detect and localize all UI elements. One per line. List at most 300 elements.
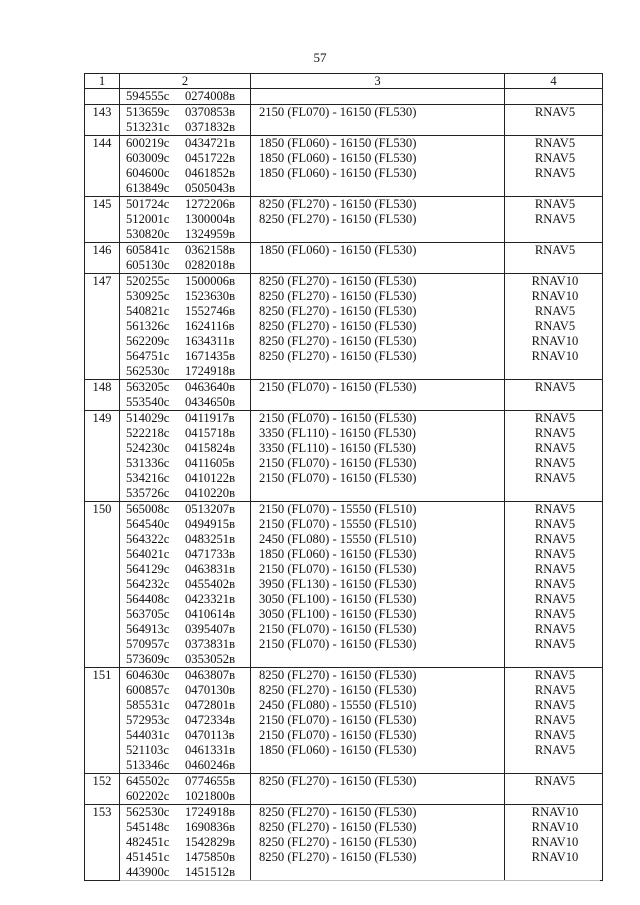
header-row [85,74,603,89]
flight-level: 8250 (FL270) - 16150 (FL530) [259,683,417,697]
latitude: 564408с [126,592,170,606]
coordinates-cell [120,136,251,197]
coordinate-line [120,713,250,728]
coordinate-line [120,197,250,212]
flight-level: 3950 (FL130) - 16150 (FL530) [259,577,417,591]
coordinate-line [120,89,250,104]
flight-level: 1850 (FL060) - 16150 (FL530) [259,243,417,257]
latitude: 513231с [126,120,170,134]
latitude: 594555с [126,89,170,103]
latitude: 604600с [126,166,170,180]
longitude: 1634311в [185,334,235,348]
navigation-spec-cell [505,274,603,380]
coordinate-line [120,166,250,181]
flight-level: 8250 (FL270) - 16150 (FL530) [259,212,417,226]
coordinate-line [120,517,250,532]
flight-levels-cell [251,502,505,668]
coordinates-cell [120,89,251,105]
latitude: 613849с [126,181,170,195]
latitude: 604630с [126,668,170,682]
latitude: 513659с [126,105,170,119]
table-row [85,274,603,380]
latitude: 602202с [126,789,170,803]
route-number: 148 [85,380,120,411]
latitude: 564322с [126,532,170,546]
navigation-spec: RNAV5 [534,212,576,226]
navigation-spec: RNAV5 [534,592,576,606]
flight-level: 2150 (FL070) - 16150 (FL530) [259,622,417,636]
longitude: 0415824в [185,441,236,455]
longitude: 0451722в [185,151,236,165]
navigation-spec: RNAV10 [531,289,579,303]
coordinate-line [120,728,250,743]
flight-level: 8250 (FL270) - 16150 (FL530) [259,197,417,211]
coordinate-line [120,258,250,273]
coordinate-line [120,426,250,441]
coordinate-line [120,562,250,577]
navigation-spec: RNAV5 [534,151,576,165]
longitude: 0362158в [185,243,236,257]
route-number: 153 [85,805,120,881]
longitude: 0415718в [185,426,236,440]
longitude: 1624116в [185,319,235,333]
navigation-spec: RNAV10 [531,835,579,849]
coordinate-line [120,683,250,698]
flight-level: 2150 (FL070) - 16150 (FL530) [259,637,417,651]
navigation-spec-cell [505,668,603,774]
coordinate-line [120,835,250,850]
navigation-spec: RNAV10 [531,349,579,363]
navigation-spec: RNAV5 [534,774,576,788]
navigation-spec: RNAV5 [534,547,576,561]
coordinate-line [120,227,250,242]
coordinate-line [120,805,250,820]
coordinate-line [120,380,250,395]
navigation-spec: RNAV5 [534,441,576,455]
route-number: 145 [85,197,120,243]
longitude: 0460246в [185,758,236,772]
coordinate-line [120,471,250,486]
longitude: 0470113в [185,728,235,742]
flight-level: 2150 (FL070) - 16150 (FL530) [259,411,417,425]
longitude: 1272206в [185,197,236,211]
navigation-spec: RNAV5 [534,728,576,742]
route-number: 151 [85,668,120,774]
table-row [85,197,603,243]
coordinate-line [120,319,250,334]
navigation-spec-cell [505,243,603,274]
latitude: 564540с [126,517,170,531]
divider [120,880,600,881]
route-table [84,73,603,881]
longitude: 1690836в [185,820,236,834]
longitude: 0472801в [185,698,236,712]
latitude: 530820с [126,227,170,241]
flight-level: 1850 (FL060) - 16150 (FL530) [259,166,417,180]
latitude: 564232с [126,577,170,591]
longitude: 0774655в [185,774,236,788]
longitude: 0282018в [185,258,236,272]
longitude: 1021800в [185,789,236,803]
flight-level: 8250 (FL270) - 16150 (FL530) [259,289,417,303]
navigation-spec: RNAV10 [531,274,579,288]
flight-level: 8250 (FL270) - 16150 (FL530) [259,334,417,348]
coordinates-cell [120,411,251,502]
latitude: 514029с [126,411,170,425]
navigation-spec: RNAV5 [534,502,576,516]
flight-levels-cell [251,411,505,502]
longitude: 1451512в [185,865,236,879]
flight-level: 1850 (FL060) - 16150 (FL530) [259,136,417,150]
longitude: 0410220в [185,486,236,500]
flight-level: 2150 (FL070) - 16150 (FL530) [259,728,417,742]
flight-level: 3050 (FL100) - 16150 (FL530) [259,607,417,621]
coordinate-line [120,486,250,501]
latitude: 501724с [126,197,170,211]
coordinates-cell [120,274,251,380]
latitude: 530925с [126,289,170,303]
latitude: 564751с [126,349,170,363]
latitude: 564913с [126,622,170,636]
longitude: 1724918в [185,364,236,378]
route-number: 152 [85,774,120,805]
latitude: 570957с [126,637,170,651]
latitude: 513346с [126,758,170,772]
navigation-spec: RNAV5 [534,105,576,119]
latitude: 531336с [126,456,170,470]
latitude: 540821с [126,304,170,318]
coordinates-cell [120,197,251,243]
longitude: 0483251в [185,532,236,546]
longitude: 0371832в [185,120,236,134]
coordinate-line [120,274,250,289]
navigation-spec: RNAV10 [531,334,579,348]
navigation-spec: RNAV10 [531,820,579,834]
longitude: 0274008в [185,89,236,103]
latitude: 562530с [126,364,170,378]
longitude: 0410614в [185,607,236,621]
flight-level: 8250 (FL270) - 16150 (FL530) [259,274,417,288]
navigation-spec-cell [505,105,603,136]
coordinates-cell [120,380,251,411]
flight-level: 8250 (FL270) - 16150 (FL530) [259,304,417,318]
navigation-spec: RNAV5 [534,426,576,440]
coordinate-line [120,789,250,804]
longitude: 1671435в [185,349,236,363]
latitude: 564021с [126,547,170,561]
latitude: 535726с [126,486,170,500]
route-number: 150 [85,502,120,668]
coordinates-cell [120,774,251,805]
latitude: 544031с [126,728,170,742]
longitude: 1542829в [185,835,236,849]
coordinate-line [120,698,250,713]
navigation-spec: RNAV10 [531,805,579,819]
flight-level: 2150 (FL070) - 16150 (FL530) [259,713,417,727]
flight-level: 2150 (FL070) - 15550 (FL510) [259,502,417,516]
navigation-spec: RNAV5 [534,637,576,651]
longitude: 0461852в [185,166,236,180]
latitude: 482451с [126,835,170,849]
coordinate-line [120,334,250,349]
coordinates-cell [120,668,251,774]
navigation-spec: RNAV5 [534,136,576,150]
coordinate-line [120,668,250,683]
navigation-spec: RNAV5 [534,197,576,211]
table-row [85,243,603,274]
table-row [85,136,603,197]
longitude: 0505043в [185,181,236,195]
coordinate-line [120,289,250,304]
coordinate-line [120,577,250,592]
navigation-spec: RNAV10 [531,850,579,864]
latitude: 451451с [126,850,170,864]
table-row [85,380,603,411]
longitude: 0513207в [185,502,236,516]
coordinate-line [120,304,250,319]
longitude: 0411605в [185,456,235,470]
table-body [85,89,603,881]
flight-level: 3050 (FL100) - 16150 (FL530) [259,592,417,606]
longitude: 1475850в [185,850,236,864]
longitude: 0463640в [185,380,236,394]
latitude: 545148с [126,820,170,834]
coordinate-line [120,652,250,667]
coordinate-line [120,212,250,227]
longitude: 0423321в [185,592,236,606]
table-row [85,774,603,805]
longitude: 0463807в [185,668,236,682]
longitude: 0470130в [185,683,236,697]
coordinate-line [120,441,250,456]
latitude: 600219с [126,136,170,150]
navigation-spec-cell [505,411,603,502]
coordinates-cell [120,805,251,881]
coordinate-line [120,411,250,426]
longitude: 1523630в [185,289,236,303]
longitude: 0373831в [185,637,236,651]
longitude: 0471733в [185,547,236,561]
table-row [85,805,603,881]
coordinates-cell [120,105,251,136]
longitude: 0472334в [185,713,236,727]
coordinate-line [120,364,250,379]
latitude: 600857с [126,683,170,697]
flight-level: 2150 (FL070) - 15550 (FL510) [259,517,417,531]
longitude: 0411917в [185,411,235,425]
coordinates-cell [120,243,251,274]
header-col-4: 4 [505,74,603,89]
navigation-spec: RNAV5 [534,607,576,621]
flight-level: 1850 (FL060) - 16150 (FL530) [259,151,417,165]
coordinates-cell [120,502,251,668]
latitude: 562209с [126,334,170,348]
navigation-spec: RNAV5 [534,517,576,531]
flight-level: 2150 (FL070) - 16150 (FL530) [259,456,417,470]
coordinate-line [120,532,250,547]
flight-level: 8250 (FL270) - 16150 (FL530) [259,774,417,788]
latitude: 603009с [126,151,170,165]
navigation-spec-cell [505,502,603,668]
route-number: 147 [85,274,120,380]
navigation-spec: RNAV5 [534,743,576,757]
route-number: 143 [85,105,120,136]
flight-level: 8250 (FL270) - 16150 (FL530) [259,820,417,834]
flight-level: 8250 (FL270) - 16150 (FL530) [259,668,417,682]
flight-level: 2150 (FL070) - 16150 (FL530) [259,471,417,485]
latitude: 443900с [126,865,170,879]
flight-level: 8250 (FL270) - 16150 (FL530) [259,835,417,849]
route-number: 146 [85,243,120,274]
latitude: 572953с [126,713,170,727]
flight-levels-cell [251,89,505,105]
latitude: 512001с [126,212,170,226]
flight-level: 1850 (FL060) - 16150 (FL530) [259,547,417,561]
longitude: 1324959в [185,227,236,241]
navigation-spec: RNAV5 [534,668,576,682]
latitude: 645502с [126,774,170,788]
flight-levels-cell [251,274,505,380]
flight-level: 3350 (FL110) - 16150 (FL530) [259,441,416,455]
flight-levels-cell [251,243,505,274]
latitude: 564129с [126,562,170,576]
navigation-spec: RNAV5 [534,683,576,697]
coordinate-line [120,850,250,865]
longitude: 1500006в [185,274,236,288]
flight-levels-cell [251,197,505,243]
latitude: 553540с [126,395,170,409]
route-number: 149 [85,411,120,502]
latitude: 520255с [126,274,170,288]
longitude: 0370853в [185,105,236,119]
navigation-spec: RNAV5 [534,166,576,180]
navigation-spec: RNAV5 [534,304,576,318]
longitude: 0353052в [185,652,236,666]
coordinate-line [120,243,250,258]
flight-levels-cell [251,668,505,774]
longitude: 0410122в [185,471,236,485]
header-col-1: 1 [85,74,120,89]
coordinate-line [120,820,250,835]
latitude: 565008с [126,502,170,516]
coordinate-line [120,151,250,166]
coordinate-line [120,456,250,471]
latitude: 561326с [126,319,170,333]
navigation-spec: RNAV5 [534,456,576,470]
navigation-spec-cell [505,197,603,243]
longitude: 0395407в [185,622,236,636]
navigation-spec: RNAV5 [534,471,576,485]
coordinate-line [120,637,250,652]
longitude: 0455402в [185,577,236,591]
page-number: 57 [313,50,327,65]
latitude: 562530с [126,805,170,819]
flight-level: 2450 (FL080) - 15550 (FL510) [259,698,417,712]
flight-level: 2150 (FL070) - 16150 (FL530) [259,562,417,576]
navigation-spec-cell [505,89,603,105]
navigation-spec-cell [505,136,603,197]
longitude: 1300004в [185,212,236,226]
coordinate-line [120,105,250,120]
latitude: 563705с [126,607,170,621]
longitude: 0463831в [185,562,236,576]
flight-level: 3350 (FL110) - 16150 (FL530) [259,426,416,440]
longitude: 0434650в [185,395,236,409]
coordinate-line [120,136,250,151]
header-col-3: 3 [251,74,505,89]
table-row [85,105,603,136]
coordinate-line [120,622,250,637]
coordinate-line [120,743,250,758]
header-col-2: 2 [120,74,251,89]
coordinate-line [120,502,250,517]
navigation-spec: RNAV5 [534,243,576,257]
navigation-spec: RNAV5 [534,319,576,333]
table-row [85,502,603,668]
navigation-spec: RNAV5 [534,411,576,425]
latitude: 605130с [126,258,170,272]
latitude: 563205с [126,380,170,394]
table-row [85,668,603,774]
coordinate-line [120,592,250,607]
navigation-spec-cell [505,774,603,805]
navigation-spec: RNAV5 [534,713,576,727]
navigation-spec-cell [505,380,603,411]
coordinate-line [120,349,250,364]
longitude: 1552746в [185,304,236,318]
latitude: 522218с [126,426,170,440]
longitude: 0434721в [185,136,236,150]
longitude: 0461331в [185,743,236,757]
coordinate-line [120,547,250,562]
longitude: 0494915в [185,517,236,531]
latitude: 605841с [126,243,170,257]
flight-level: 8250 (FL270) - 16150 (FL530) [259,805,417,819]
navigation-spec: RNAV5 [534,532,576,546]
flight-level: 8250 (FL270) - 16150 (FL530) [259,349,417,363]
flight-level: 8250 (FL270) - 16150 (FL530) [259,319,417,333]
flight-level: 2450 (FL080) - 15550 (FL510) [259,532,417,546]
flight-levels-cell [251,136,505,197]
navigation-spec: RNAV5 [534,622,576,636]
longitude: 1724918в [185,805,236,819]
flight-level: 2150 (FL070) - 16150 (FL530) [259,380,417,394]
route-number: 144 [85,136,120,197]
coordinate-line [120,865,250,880]
flight-level: 1850 (FL060) - 16150 (FL530) [259,743,417,757]
coordinate-line [120,120,250,135]
navigation-spec: RNAV5 [534,698,576,712]
navigation-spec: RNAV5 [534,380,576,394]
table-row [85,411,603,502]
coordinate-line [120,181,250,196]
route-number [85,89,120,105]
navigation-spec: RNAV5 [534,562,576,576]
latitude: 534216с [126,471,170,485]
flight-levels-cell [251,105,505,136]
coordinate-line [120,774,250,789]
flight-levels-cell [251,805,505,881]
flight-levels-cell [251,774,505,805]
flight-level: 2150 (FL070) - 16150 (FL530) [259,105,417,119]
flight-levels-cell [251,380,505,411]
latitude: 573609с [126,652,170,666]
coordinate-line [120,395,250,410]
table-row [85,89,603,105]
latitude: 585531с [126,698,170,712]
navigation-spec-cell [505,805,603,881]
flight-level: 8250 (FL270) - 16150 (FL530) [259,850,417,864]
